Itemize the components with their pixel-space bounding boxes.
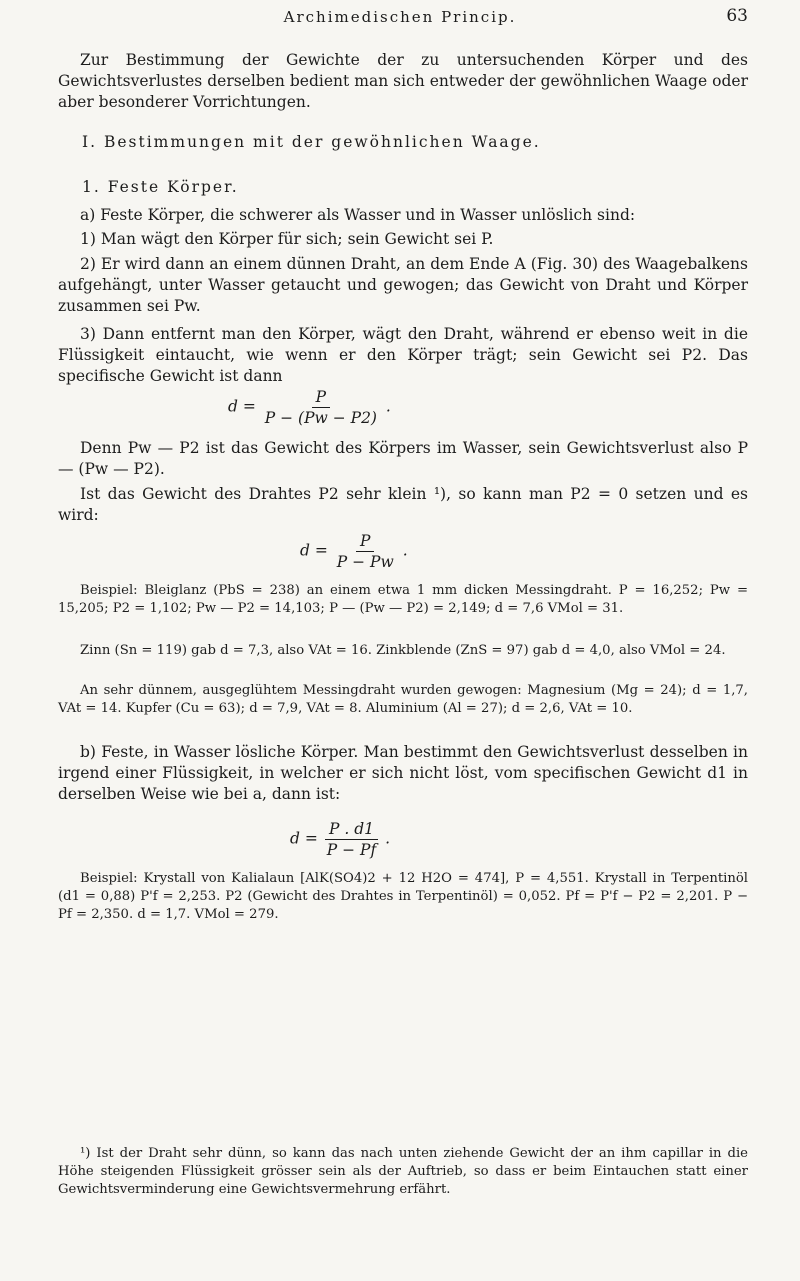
drahtes-paragraph: Ist das Gewicht des Drahtes P2 sehr klein ¹), so kann man P2 = 0 setzen und es wird:: [58, 485, 748, 524]
footnote: ¹) Ist der Draht sehr dünn, so kann das nach unten ziehende Gewicht der an ihm capillar in die Höhe steigenden Flüssigkeit grösser sein als der Auftrieb, so dass er beim Eintauchen statt einer Gewichtsverminderung eine Gewichtsvermehrung erfährt.: [58, 1146, 748, 1197]
example-zinn: Zinn (Sn = 119) gab d = 7,3, also VAt = 16. Zinkblende (ZnS = 97) gab d = 4,0, also VMol = 24.: [80, 643, 726, 658]
formula-3: [290, 820, 390, 859]
formula-3-tail: .: [385, 829, 391, 848]
formula-1-denominator: P − (Pw − P2): [264, 409, 377, 427]
paragraph-b: b) Feste, in Wasser lösliche Körper. Man bestimmt den Gewichtsverlust desselben in irgend einer Flüssigkeit, in welcher er sich nicht löst, vom specifischen Gewicht d1 in derselben Weise wie bei a, dann ist:: [58, 743, 748, 803]
step-2: 2) Er wird dann an einem dünnen Draht, an dem Ende A (Fig. 30) des Waagebalkens aufgehängt, unter Wasser getaucht und gewogen; das Gewicht von Draht und Körper zusammen sei Pw.: [58, 255, 748, 315]
example-bleiglanz: Beispiel: Bleiglanz (PbS = 238) an einem etwa 1 mm dicken Messingdraht. P = 16,252; Pw = 15,205; P2 = 1,102; Pw — P2 = 14,103; P — (Pw — P2) = 2,149; d = 7,6 VMol = 31.: [58, 583, 748, 616]
formula-3-denominator: P − Pf: [326, 841, 377, 859]
formula-3-lhs: d =: [290, 829, 318, 848]
formula-2-lhs: d =: [300, 541, 328, 560]
formula-3-numerator: P . d1: [325, 820, 378, 840]
formula-1-tail: .: [385, 397, 391, 416]
formula-1-fraction: [261, 388, 381, 427]
example-magnesium: An sehr dünnem, ausgeglühtem Messingdraht wurden gewogen: Magnesium (Mg = 24); d = 1,7, VAt = 14. Kupfer (Cu = 63); d = 7,9, VAt = 8. Aluminium (Al = 27); d = 2,6, VAt = 10.: [58, 683, 748, 716]
denn-paragraph: Denn Pw — P2 ist das Gewicht des Körpers im Wasser, sein Gewichtsverlust also P — (Pw — P2).: [58, 439, 748, 478]
formula-2: [300, 532, 408, 571]
formula-1-numerator: P: [312, 388, 330, 408]
subsection-heading: 1. Feste Körper.: [82, 178, 239, 196]
step-3: 3) Dann entfernt man den Körper, wägt den Draht, während er ebenso weit in die Flüssigkeit eintaucht, wie wenn er den Körper trägt; sein Gewicht sei P2. Das specifische Gewicht ist dann: [58, 325, 748, 385]
paragraph-a: a) Feste Körper, die schwerer als Wasser und in Wasser unlöslich sind:: [80, 206, 636, 224]
formula-1: [228, 388, 391, 427]
formula-3-fraction: [323, 820, 380, 859]
formula-2-denominator: P − Pw: [336, 553, 394, 571]
page-number: 63: [726, 6, 748, 26]
intro-paragraph: Zur Bestimmung der Gewichte der zu untersuchenden Körper und des Gewichtsverlustes derselben bedient man sich entweder der gewöhnlichen Waage oder aber besonderer Vorrichtungen.: [58, 51, 748, 111]
formula-1-lhs: d =: [228, 397, 256, 416]
running-title: Archimedischen Princip.: [283, 8, 517, 26]
formula-2-numerator: P: [356, 532, 374, 552]
formula-2-fraction: [333, 532, 398, 571]
formula-2-tail: .: [402, 541, 408, 560]
step-1: 1) Man wägt den Körper für sich; sein Gewicht sei P.: [80, 230, 494, 248]
example-kalialaun: Beispiel: Krystall von Kalialaun [AlK(SO4)2 + 12 H2O = 474], P = 4,551. Krystall in Terpentinöl (d1 = 0,88) P'f = 2,253. P2 (Gewicht des Drahtes in Terpentinöl) = 0,052. Pf = P'f − P2 = 2,201. P − Pf = 2,350. d = 1,7. VMol = 279.: [58, 871, 748, 922]
section-heading: I. Bestimmungen mit der gewöhnlichen Waage.: [82, 133, 541, 151]
